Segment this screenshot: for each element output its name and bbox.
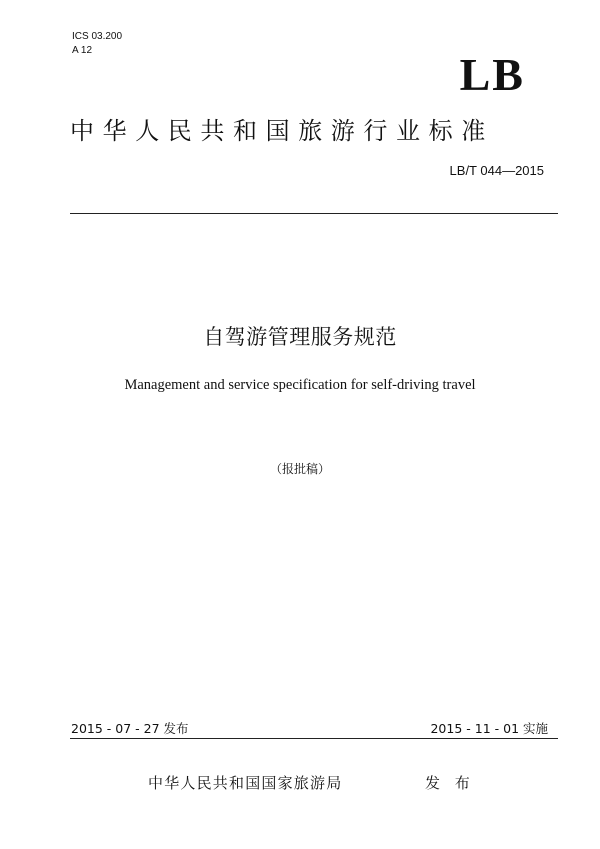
publisher-name: 中华人民共和国国家旅游局 [148, 774, 343, 792]
document-title-zh: 自驾游管理服务规范 [203, 325, 397, 349]
classification-codes [72, 30, 122, 58]
ccs-code: A 12 [72, 45, 93, 56]
ics-code: ICS 03.200 [72, 31, 123, 42]
draft-status: （报批稿） [269, 462, 330, 476]
implementation-date: 2015 - 11 - 01 实施 [430, 721, 548, 736]
standard-category-title: 中华人民共和国旅游行业标准 [70, 117, 494, 145]
publish-label: 发 布 [425, 774, 475, 792]
document-title-en: Management and service specification for self-driving travel [124, 377, 476, 393]
footer-divider [70, 738, 558, 739]
standard-number: LB/T 044—2015 [449, 163, 544, 178]
lb-logo: LB [459, 49, 525, 100]
issue-date: 2015 - 07 - 27 发布 [71, 721, 189, 736]
header-divider [70, 213, 558, 214]
